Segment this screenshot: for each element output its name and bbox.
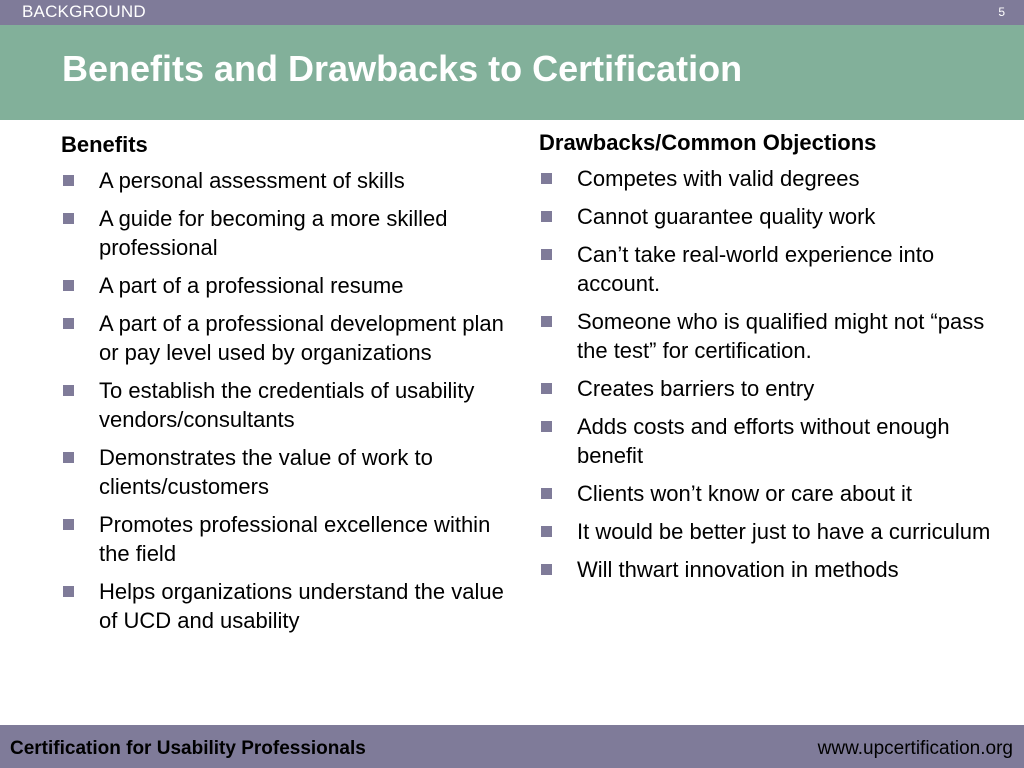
drawback-text: Adds costs and efforts without enough benefit (577, 414, 950, 468)
benefit-item (61, 271, 511, 300)
square-bullet-icon (63, 452, 74, 463)
drawback-item (539, 164, 999, 193)
benefit-text: A personal assessment of skills (99, 168, 405, 193)
drawbacks-heading: Drawbacks/Common Objections (539, 130, 877, 155)
drawback-item (539, 374, 999, 403)
square-bullet-icon (63, 586, 74, 597)
square-bullet-icon (541, 564, 552, 575)
square-bullet-icon (541, 526, 552, 537)
drawback-item (539, 307, 999, 365)
square-bullet-icon (541, 316, 552, 327)
drawbacks-list (539, 164, 999, 584)
benefit-text: Demonstrates the value of work to clients/customers (99, 445, 433, 499)
benefit-text: Helps organizations understand the value of UCD and usability (99, 579, 504, 633)
benefits-column (61, 126, 511, 644)
drawback-text: It would be better just to have a curriculum (577, 519, 991, 544)
slide-title: Benefits and Drawbacks to Certification (62, 48, 743, 89)
benefit-item (61, 309, 511, 367)
benefit-text: A part of a professional resume (99, 273, 404, 298)
page-number: 5 (998, 5, 1005, 19)
square-bullet-icon (541, 211, 552, 222)
benefit-item (61, 443, 511, 501)
benefit-text: A part of a professional development plan or pay level used by organizations (99, 311, 504, 365)
benefit-text: A guide for becoming a more skilled professional (99, 206, 448, 260)
square-bullet-icon (63, 175, 74, 186)
footer-bar (0, 725, 1024, 768)
drawback-text: Cannot guarantee quality work (577, 204, 876, 229)
benefit-item (61, 376, 511, 434)
drawback-item (539, 555, 999, 584)
benefit-text: Promotes professional excellence within the field (99, 512, 491, 566)
square-bullet-icon (63, 318, 74, 329)
drawback-text: Clients won’t know or care about it (577, 481, 913, 506)
benefit-item (61, 204, 511, 262)
drawback-item (539, 240, 999, 298)
square-bullet-icon (63, 280, 74, 291)
benefit-item (61, 166, 511, 195)
square-bullet-icon (63, 519, 74, 530)
top-bar (0, 0, 1024, 25)
drawback-item (539, 202, 999, 231)
footer-url: www.upcertification.org (817, 738, 1013, 759)
drawback-item (539, 517, 999, 546)
square-bullet-icon (541, 173, 552, 184)
section-label: BACKGROUND (22, 2, 146, 21)
benefit-item (61, 510, 511, 568)
drawback-text: Can’t take real-world experience into account. (577, 242, 935, 296)
benefit-text: To establish the credentials of usability vendors/consultants (99, 378, 475, 432)
benefits-heading: Benefits (61, 132, 148, 157)
drawback-item (539, 479, 999, 508)
benefit-item (61, 577, 511, 635)
square-bullet-icon (541, 421, 552, 432)
benefits-list (61, 166, 511, 635)
footer-title: Certification for Usability Professionals (10, 738, 366, 759)
square-bullet-icon (63, 213, 74, 224)
drawback-text: Someone who is qualified might not “pass the test” for certification. (577, 309, 985, 363)
drawback-item (539, 412, 999, 470)
square-bullet-icon (541, 383, 552, 394)
drawback-text: Creates barriers to entry (577, 376, 815, 401)
title-bar (0, 25, 1024, 120)
square-bullet-icon (541, 249, 552, 260)
drawback-text: Competes with valid degrees (577, 166, 860, 191)
drawbacks-column (539, 126, 999, 593)
drawback-text: Will thwart innovation in methods (577, 557, 899, 582)
square-bullet-icon (541, 488, 552, 499)
square-bullet-icon (63, 385, 74, 396)
